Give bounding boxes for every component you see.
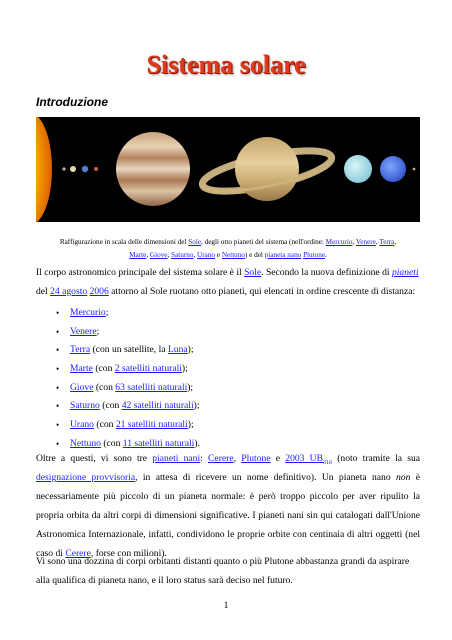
paragraph-other-bodies: Vi sono una dozzina di corpi orbitanti distanti quanto o più Plutone abbastanza grandi da aspirare alla qualifica di pianeta nano, e il loro status sarà deciso nel futuro. [36,556,410,586]
document-title: Sistema solare [146,50,306,79]
link-planet-name[interactable]: Venere [70,325,97,337]
caption-text: Raffigurazione in scala delle dimensioni del [59,238,189,246]
earth-icon [82,166,88,172]
list-item-text: (con [93,381,116,393]
link-venere[interactable]: Venere [355,238,376,246]
link-pianeti-nani[interactable]: pianeti nani [152,453,201,464]
paragraph-text: , [233,453,242,464]
emphasis-text: non [395,472,411,483]
link-planet-name[interactable]: Giove [70,381,94,393]
link-urano[interactable]: Urano [197,251,216,259]
list-item-text: (con [93,419,116,431]
neptune-icon [380,156,406,182]
list-item-text: ); [187,344,194,356]
link-satellites[interactable]: 2 satelliti naturali [114,363,182,375]
link-designazione-provvisoria[interactable]: designazione provvisoria [36,472,136,483]
list-item-text: ; [96,325,100,337]
link-2003-ub313[interactable] [285,453,332,464]
link-text: 2003 UB [285,453,323,464]
paragraph-dwarf-planets [36,449,420,563]
link-satellites[interactable]: 42 satelliti naturali [121,400,194,412]
link-satellites[interactable]: 21 satelliti naturali [115,419,188,431]
caption-text: , degli otto pianeti del sistema (nell'ordine: [201,238,326,246]
link-satellites[interactable]: 11 satelliti naturali [122,437,195,449]
caption-text: , [167,251,172,259]
link-saturno[interactable]: Saturno [171,251,194,259]
list-item-urano [56,416,200,435]
link-marte[interactable]: Marte [129,251,147,259]
paragraph-text: (noto tramite la sua [332,453,420,464]
link-2006[interactable]: 2006 [89,286,109,297]
paragraph-text: , forse con milioni). [90,548,167,559]
section-heading: Introduzione [36,95,108,109]
page-number: 1 [223,600,229,611]
paragraph-text: del [36,286,51,297]
list-item-text: (con [100,437,123,449]
link-planet-name[interactable]: Mercurio [70,307,106,318]
caption-text: , [193,251,198,259]
planet-list [56,304,200,454]
paragraph-text: e [270,453,286,464]
list-item-mercurio [56,304,200,323]
link-planet-name[interactable]: Terra [70,344,91,356]
list-item-venere [56,323,200,342]
link-nettuno[interactable]: Nettuno [221,251,245,259]
caption-text: . [325,251,327,259]
link-giove[interactable]: Giove [149,251,168,259]
link-planet-name[interactable]: Nettuno [70,437,101,449]
pluto-icon [413,168,416,171]
list-item-text: ); [187,381,194,393]
mercury-icon [62,167,65,170]
paragraph-intro [36,263,420,301]
link-planet-name[interactable]: Urano [70,419,94,431]
paragraph-text: Oltre a questi, vi sono tre [36,453,153,464]
list-item-saturno [56,397,200,416]
link-24-agosto[interactable]: 24 agosto [50,286,88,297]
caption-text: , [394,238,397,246]
image-caption [36,236,420,262]
link-planet-name[interactable]: Marte [70,363,93,375]
list-item-text: ; [105,307,109,318]
list-item-text: (con [99,400,122,412]
caption-text: , [375,238,380,246]
link-mercurio[interactable]: Mercurio [325,238,353,246]
link-cerere[interactable]: Cerere [65,548,91,559]
list-item-giove [56,379,200,398]
jupiter-icon [116,132,190,206]
list-item-text: (con un satellite, la [90,344,168,356]
uranus-icon [344,155,372,183]
link-subscript: 313 [323,459,332,466]
list-item-text: ). [194,437,200,449]
list-item-text: (con [92,363,115,375]
paragraph-text: , in attesa di ricevere un nome definitivo). Un pianeta nano [135,472,396,483]
link-plutone[interactable]: Plutone [241,453,271,464]
link-sole[interactable]: Sole [244,267,262,278]
link-cerere[interactable]: Cerere [208,453,234,464]
venus-icon [70,166,76,172]
caption-text: ) e del [244,251,265,259]
caption-text: , [146,251,150,259]
paragraph-text: attorno al Sole ruotano otto pianeti, qui elencati in ordine crescente di distanza: [108,286,416,297]
paragraph-text: . Secondo la nuova definizione di [261,267,392,278]
paragraph-text: è necessariamente più piccolo di un pianeta normale: è però troppo piccolo per aver ripulito la propria orbita da altri corpi di dimensioni significative. I pianeti nani sin qui catalogati dall'Unione Astronomica Internazionale, infatti, condividono le proprie orbite con centinaia di altri oggetti (nel caso di [36,472,420,559]
list-item-text: ); [187,419,194,431]
link-pianeti[interactable]: pianeti [391,267,419,278]
list-item-text: ); [193,400,200,412]
link-satellites[interactable]: 63 satelliti naturali [115,381,188,393]
link-satellites[interactable]: Luna [167,344,188,356]
caption-text: e [215,251,222,259]
mars-icon [94,167,98,171]
caption-text: , [352,238,356,246]
list-item-marte [56,360,200,379]
link-pianeta-nano[interactable]: pianeta nano [264,251,302,259]
paragraph-text: : [200,453,209,464]
link-terra[interactable]: Terra [379,238,395,246]
solar-system-image [36,117,420,222]
link-sole[interactable]: Sole [188,238,202,246]
link-planet-name[interactable]: Saturno [70,400,100,412]
list-item-text: ); [181,363,188,375]
paragraph-text: Il corpo astronomico principale del sistema solare è il [36,267,245,278]
link-plutone[interactable]: Plutone [303,251,326,259]
list-item-terra [56,341,200,360]
